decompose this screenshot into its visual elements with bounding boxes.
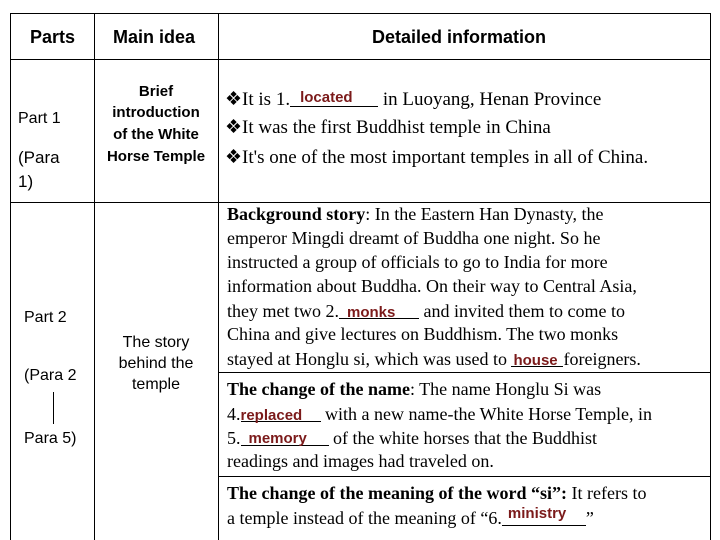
name-change-label: The change of the name bbox=[227, 379, 410, 399]
part2-para-from: (Para 2 bbox=[24, 367, 77, 384]
col1-divider bbox=[94, 13, 95, 540]
part2-main-idea-line3: temple bbox=[131, 376, 181, 393]
part2-main-idea-line1: The story bbox=[122, 334, 190, 351]
bg-story-line3: instructed a group of officials to go to India for more bbox=[227, 252, 608, 272]
diamond-bullet-icon: ❖ bbox=[225, 117, 243, 138]
blank-4 bbox=[241, 403, 321, 422]
name-change-line4: readings and images had traveled on. bbox=[227, 451, 494, 471]
name-change-line3: 5. memory of the white horses that the Buddhist bbox=[227, 425, 597, 450]
meaning-change-label: The change of the meaning of the word “si”: bbox=[227, 483, 567, 503]
part1-main-idea-line4: Horse Temple bbox=[106, 148, 206, 165]
para-range-line bbox=[53, 392, 54, 424]
bullet-2: ❖It was the first Buddhist temple in China bbox=[225, 117, 551, 138]
bg-story-bottom-border bbox=[218, 372, 710, 373]
part1-main-idea-line1: Brief bbox=[138, 83, 174, 100]
bg-story-line7: stayed at Honglu si, which was used to house foreigners. bbox=[227, 346, 641, 371]
header-detailed-info: Detailed information bbox=[372, 27, 547, 47]
bg-story-line6: China and give lectures on Buddhism. The two monks bbox=[227, 324, 619, 344]
bg-story-line4: information about Buddha. On their way to Central Asia, bbox=[227, 276, 637, 296]
diamond-bullet-icon: ❖ bbox=[225, 147, 243, 168]
blank-6 bbox=[502, 507, 586, 526]
blank-2 bbox=[339, 300, 419, 319]
part2-main-idea-line2: behind the bbox=[118, 355, 194, 372]
table-left-border bbox=[10, 13, 11, 540]
answer-3: house bbox=[513, 352, 558, 369]
header-main-idea: Main idea bbox=[113, 27, 196, 47]
name-change-line1: The change of the name: The name Honglu Si was bbox=[227, 379, 602, 399]
bg-story-label: Background story bbox=[227, 204, 366, 224]
name-change-line2: 4. replaced with a new name-the White Horse Temple, in bbox=[227, 401, 652, 426]
blank-5 bbox=[241, 427, 329, 446]
bullet-3: ❖It's one of the most important temples in all of China. bbox=[225, 147, 649, 168]
table-top-border bbox=[10, 13, 710, 14]
blank-1 bbox=[290, 88, 378, 107]
answer-4: replaced bbox=[240, 407, 303, 424]
part1-label: Part 1 bbox=[18, 110, 61, 127]
header-bottom-border bbox=[10, 59, 710, 60]
answer-2: monks bbox=[346, 304, 396, 321]
table-right-border bbox=[710, 13, 711, 540]
part2-label: Part 2 bbox=[24, 309, 67, 326]
part1-para: (Para bbox=[18, 148, 60, 167]
answer-5: memory bbox=[248, 430, 307, 447]
bg-story-line2: emperor Mingdi dreamt of Buddha one night. So he bbox=[227, 228, 601, 248]
part2-para-to: Para 5) bbox=[24, 430, 77, 447]
col2-divider bbox=[218, 13, 219, 540]
diamond-bullet-icon: ❖ bbox=[225, 89, 243, 110]
name-change-bottom-border bbox=[218, 476, 710, 477]
header-parts: Parts bbox=[30, 27, 76, 47]
meaning-change-line2: a temple instead of the meaning of “6. ministry ” bbox=[227, 505, 594, 530]
blank-3 bbox=[511, 348, 563, 367]
bg-story-line1: Background story: In the Eastern Han Dynasty, the bbox=[227, 204, 604, 224]
answer-1: located bbox=[300, 89, 353, 106]
meaning-change-line1: The change of the meaning of the word “si”: It refers to bbox=[227, 483, 647, 503]
bg-story-line5: they met two 2. monks and invited them to come to bbox=[227, 298, 625, 323]
part1-main-idea-line3: of the White bbox=[113, 126, 199, 143]
part1-main-idea-line2: introduction bbox=[112, 104, 200, 121]
bullet-1: ❖It is 1. located in Luoyang, Henan Province bbox=[225, 89, 602, 110]
answer-6: ministry bbox=[507, 505, 567, 522]
part1-para-number: 1) bbox=[18, 172, 34, 191]
